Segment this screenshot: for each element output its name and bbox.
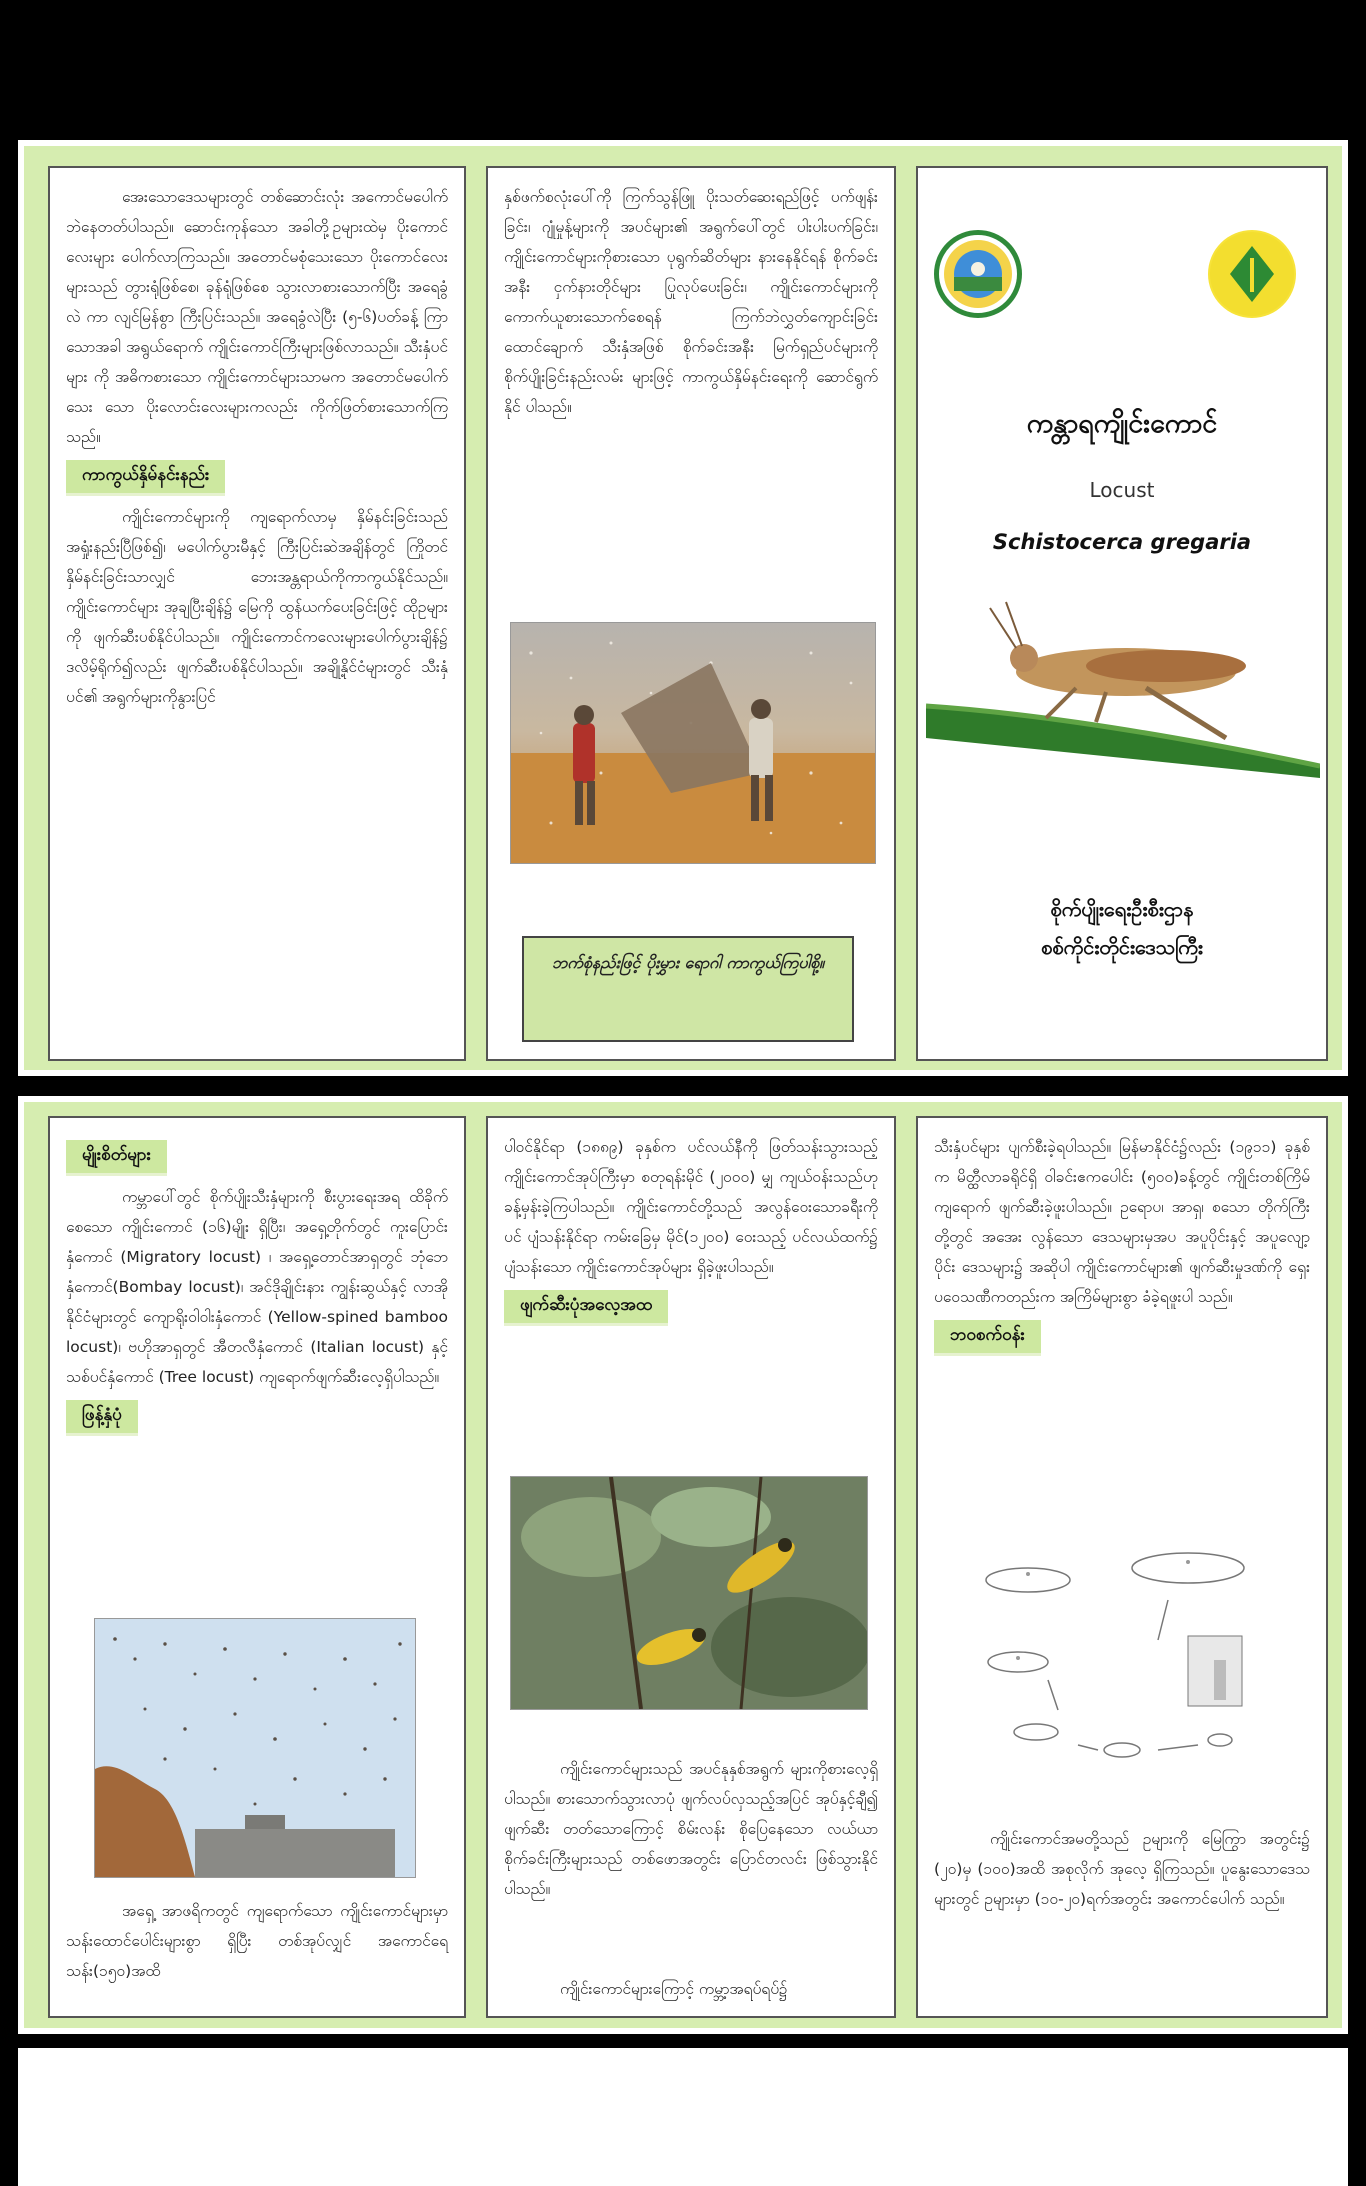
yellow-locusts-image bbox=[511, 1477, 867, 1709]
cover-locust-image bbox=[926, 588, 1320, 778]
integrated-pest-slogan: ဘက်စုံနည်းဖြင့် ပိုးမွှား ရောဂါ ကာကွယ်ကြပါစို့။ bbox=[551, 953, 825, 972]
swarm-sky-photo bbox=[94, 1618, 416, 1878]
agriculture-emblem-icon bbox=[1208, 230, 1296, 318]
brochure-outside-sheet bbox=[18, 140, 1348, 1076]
distribution-paragraph: အရှေ့ အာဖရိကတွင် ကျရောက်သော ကျိုင်းကောင်များမှာ သန်းထောင်ပေါင်းများစွာ ရှိပြီး တစ်အုပ်လျှင် အကောင်ရေသန်း(၁၅၀)အထိ bbox=[66, 1902, 448, 1980]
global-damage-paragraph: ကျိုင်းကောင်များကြောင့် ကမ္ဘာ့အရပ်ရပ်၌ bbox=[560, 1980, 788, 1998]
feeding-damage-paragraph: ကျိုင်းကောင်များသည် အပင်နုနှစ်အရွက် များကိုစားလေ့ရှိပါသည်။ စားသောက်သွားလာပုံ ဖျက်လပ်လှသည့်အပြင် အုပ်နှင့်ချီ၍ ဖျက်ဆီး တတ်သောကြောင့် စိမ်းလန်း စိုပြေနေသော လယ်ယာစိုက်ခင်းကြီးများသည် တစ်ဖောအတွင်း ပြောင်တလင်း ဖြစ်သွားနိုင်ပါသည်။ bbox=[504, 1760, 878, 1898]
department-logo-right bbox=[1208, 230, 1296, 318]
panel-control-text bbox=[486, 166, 896, 1061]
integrated-pest-slogan-box bbox=[522, 936, 854, 1042]
panel-damage bbox=[486, 1116, 896, 2018]
cover-title-english: Locust bbox=[1089, 478, 1155, 502]
species-paragraph: ကမ္ဘာပေါ်တွင် စိုက်ပျိုးသီးနှံများကို စီးပွားရေးအရ ထိခိုက်စေသော ကျိုင်းကောင် (၁၆)မျိုး ရှိပြီး၊ အရှေ့တိုက်တွင် ကူးပြောင်းနှံကောင် (Migratory locust) ၊ အရှေ့တောင်အာရှတွင် ဘုံဘေနှံကောင်(Bombay locust)၊ အင်ဒိုချိုင်းနား ကျွန်းဆွယ်နှင့် လာအိုနိုင်ငံများတွင် ကျောရိုးဝါဝါးနှံကောင် (Yellow-spined bamboo locust)၊ ဗဟိုအာရှတွင် အီတလီနှံကောင် (Italian locust) နှင့် သစ်ပင်နှံကောင် (Tree locust) ကျရောက်ဖျက်ဆီးလေ့ရှိပါသည်။ bbox=[66, 1188, 448, 1386]
panel-cover bbox=[916, 166, 1328, 1061]
cover-scientific-name: Schistocerca gregaria bbox=[992, 530, 1252, 554]
panel-lifecycle-text bbox=[48, 166, 466, 1061]
panel-species bbox=[48, 1116, 466, 2018]
species-heading: မျိုးစိတ်များ bbox=[66, 1140, 167, 1176]
control-methods-paragraph: ကျိုင်းကောင်များကို ကျရောက်လာမှ နှိမ်နင်းခြင်းသည် အရှုံးနည်းပြီဖြစ်၍၊ မပေါက်ပွားမီနှင့် ကြီးပြင်းဆဲအချိန်တွင် ကြိုတင်နှိမ်နင်းခြင်းသာလျှင် ဘေးအန္တရာယ်ကိုကာကွယ်နိုင်သည်။ ကျိုင်းကောင်များ အုချပြီးချိန်၌ မြေကို ထွန်ယက်ပေးခြင်းဖြင့် ထိုဥများကို ဖျက်ဆီးပစ်နိုင်ပါသည်။ ကျိုင်းကောင်ကလေးများပေါက်ပွားချိန်၌ ဒလိမ့်ရိုက်၍လည်း ဖျက်ဆီးပစ်နိုင်ပါသည်။ အချို့နိုင်ငံများတွင် သီးနှံပင်၏ အရွက်များကိုနွားပြင် bbox=[66, 508, 448, 706]
locust-on-stem-image bbox=[926, 588, 1320, 778]
locust-swarm-farmers-image bbox=[511, 623, 875, 863]
bottom-blank-area bbox=[18, 2048, 1348, 2186]
swarm-size-paragraph: ပါဝင်နိုင်ရာ (၁၈၈၉) ခုနှစ်က ပင်လယ်နီကို ဖြတ်သန်းသွားသည့် ကျိုင်းကောင်အုပ်ကြီးမှာ စတုရန်းမိုင် (၂၀၀၀) မျှ ကျယ်ဝန်းသည်ဟု ခန့်မှန်းခဲ့ကြပါသည်။ ကျိုင်းကောင်တို့သည် အလွန်ဝေးသောခရီးကိုပင် ပျံသန်းနိုင်ရာ ကမ်းခြေမှ မိုင်(၁၂၀၀) ဝေးသည့် ပင်လယ်ထက်၌ ပျံသန်းသော ကျိုင်းကောင်အုပ်များ ရှိခဲ့ဖူးပါသည်။ bbox=[504, 1138, 878, 1276]
damage-habit-heading: ဖျက်ဆီးပုံအလေ့အထ bbox=[504, 1290, 668, 1326]
distribution-heading: ဖြန့်နှံပုံ bbox=[66, 1400, 138, 1436]
organization-name-line1: စိုက်ပျိုးရေးဦးစီးဌာန bbox=[1050, 897, 1194, 921]
locusts-on-plant-photo bbox=[510, 1476, 868, 1710]
control-methods-heading: ကာကွယ်နှိမ်နင်းနည်း bbox=[66, 460, 225, 496]
lifecycle-paragraph: အေးသောဒေသများတွင် တစ်ဆောင်းလုံး အကောင်မပေါက်ဘဲနေတတ်ပါသည်။ ဆောင်းကုန်သော အခါတို့ဥများထဲမှ ပိုးကောင် လေးများ ပေါက်လာကြသည်။ အတောင်မစုံသေးသော ပိုးကောင်လေးများသည် တွားရုံဖြစ်စေ၊ ခုန်ရုံဖြစ်စေ သွားလာစားသောက်ပြီး အရေခွံလဲ ကာ လျင်မြန်စွာ ကြီးပြင်းသည်။ အရေခွံလဲပြီး (၅-၆)ပတ်ခန့် ကြာသောအခါ အရွယ်ရောက် ကျိုင်းကောင်ကြီးများဖြစ်လာသည်။ သီးနှံပင်များ ကို အဓိကစားသော ကျိုင်းကောင်များသာမက အတောင်မပေါက်သေး သော ပိုးလောင်းလေးများကလည်း ကိုက်ဖြတ်စားသောက်ကြသည်။ bbox=[66, 188, 448, 446]
brochure-inside-sheet bbox=[18, 1096, 1348, 2034]
life-cycle-diagram bbox=[958, 1540, 1288, 1780]
organization-name-line2: စစ်ကိုင်းတိုင်းဒေသကြီး bbox=[1041, 935, 1203, 959]
panel-lifecycle bbox=[916, 1116, 1328, 2018]
department-seal-icon bbox=[939, 235, 1017, 313]
locust-swarm-sky-image bbox=[95, 1619, 415, 1877]
farmers-swarm-photo bbox=[510, 622, 876, 864]
egg-laying-paragraph: ကျိုင်းကောင်အမတို့သည် ဥများကို မြေကြွာ အတွင်း၌ (၂၀)မှ (၁၀၀)အထိ အစုလိုက် အုလေ့ ရှိကြသည်။ ပူနွေးသောဒေသများတွင် ဥများမှာ (၁၀-၂၀)ရက်အတွင်း အကောင်ပေါက် သည်။ bbox=[934, 1830, 1310, 1908]
life-cycle-heading: ဘဝစက်ဝန်း bbox=[934, 1320, 1041, 1356]
department-logo-left bbox=[934, 230, 1022, 318]
control-methods-continued: နှစ်ဖက်စလုံးပေါ်ကို ကြက်သွန်ဖြူ ပိုးသတ်ဆေးရည်ဖြင့် ပက်ဖျန်းခြင်း၊ ဂျုံမှုန့်များကို အပင်များ၏ အရွက်ပေါ်တွင် ပါးပါးပက်ခြင်း၊ ကျိုင်းကောင်များကိုစားသော ပုရွက်ဆိတ်များ နားနေနိုင်ရန် စိုက်ခင်းအနီး ငှက်နားတိုင်များ ပြုလုပ်ပေးခြင်း၊ ကျိုင်းကောင်များကို ကောက်ယူစားသောက်စေရန် ကြက်ဘဲလွှတ်ကျောင်းခြင်းထောင်ချောက် သီးနှံအဖြစ် စိုက်ခင်းအနီး မြက်ရှည်ပင်များကို စိုက်ပျိုးခြင်းနည်းလမ်း များဖြင့် ကာကွယ်နှိမ်နင်းရေးကို ဆောင်ရွက်နိုင် ပါသည်။ bbox=[504, 188, 878, 416]
cover-title-myanmar: ကန္တာရကျိုင်းကောင် bbox=[1026, 408, 1218, 439]
locust-lifecycle-diagram bbox=[958, 1540, 1288, 1780]
historic-damage-paragraph: သီးနှံပင်များ ပျက်စီးခဲ့ရပါသည်။ မြန်မာနိုင်ငံ၌လည်း (၁၉၁၁) ခုနှစ်က မိတ္ထီလာခရိုင်ရှိ ဝါခင်းဧကပေါင်း (၅၀၀)ခန့်တွင် ကျိုင်းတစ်ကြိမ် ကျရောက် ဖျက်ဆီးခဲ့ဖူးပါသည်။ ဥရောပ၊ အာရှ၊ စသော တိုက်ကြီး တို့တွင် အအေး လွန်သော ဒေသများမှအပ အပူပိုင်းနှင့် အပူလျော့ ပိုင်း ဒေသများ၌ အဆိုပါ ကျိုင်းကောင်များ၏ ဖျက်ဆီးမှုဒဏ်ကို ရှေးပဝေသဏီကတည်းက အကြိမ်များစွာ ခံခဲ့ရဖူးပါ သည်။ bbox=[934, 1138, 1310, 1306]
